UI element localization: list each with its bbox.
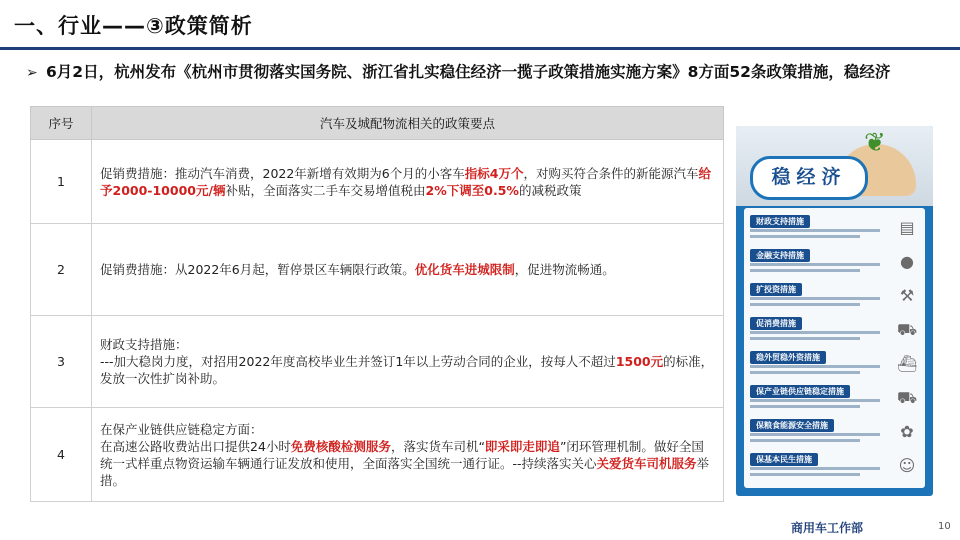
poster-measure-label: 保基本民生措施 [750,453,818,466]
row-number: 1 [31,140,92,224]
poster-text-line [750,303,860,306]
sprout-icon: ❦ [864,128,886,158]
body-text: ，促进物流畅通。 [514,262,615,277]
coin-icon: ● [900,252,914,271]
header-num: 序号 [31,107,92,140]
body-text: 的减税政策 [518,182,582,198]
row-content [92,408,724,502]
body-text: 的标准，发放一次性扩岗补助。 [100,354,714,386]
poster-measure-label: 扩投资措施 [750,283,802,296]
table-row [31,316,724,408]
page-title: 一、行业——③政策简析 [14,14,253,38]
poster-measure-item [744,280,925,314]
arrow-bullet-icon: ➢ [26,65,38,81]
poster-header-image [736,126,933,206]
poster-text-line [750,229,880,232]
poster-measure-item [744,246,925,280]
ship-icon: ⛴ [897,354,918,373]
footer-department: 商用车工作部 [791,521,864,535]
title-bar [0,0,960,48]
poster-measure-label: 金融支持措施 [750,249,810,262]
header-content: 汽车及城配物流相关的政策要点 [92,107,724,140]
body-text: 促销费措施：从2022年6月起，暂停景区车辆限行政策。 [100,262,415,277]
poster-text-line [750,467,880,470]
poster-measure-label: 促消费措施 [750,317,802,330]
highlight-text: 免费核酸检测服务 [290,438,391,454]
body-text: ”闭环管理机制。做好全国统一式样重点物资运输车辆通行证发放和使用，全面落实全国统一通行证。--持续落实关心 [100,438,704,471]
cart-icon: ⛟ [897,320,918,339]
body-text: ，落实货车司机“ [390,438,485,454]
poster-text-line [750,433,880,436]
poster-measure-label: 稳外贸稳外资措施 [750,351,826,364]
poster-measure-item [744,314,925,348]
row-content [92,316,724,408]
body-text: 举措。 [100,455,710,488]
poster-text-line [750,269,860,272]
poster-measure-label: 保粮食能源安全措施 [750,419,834,432]
poster-text-line [750,405,860,408]
highlight-text: 1500元 [615,354,664,369]
highlight-text: 即采即走即追 [484,438,560,454]
body-text: 补贴，全面落实二手车交易增值税由 [225,182,426,198]
body-text: 财政支持措施： [100,337,188,352]
grain-icon: ✿ [900,422,914,441]
poster-measure-label: 财政支持措施 [750,215,810,228]
body-text: ，对购买符合条件的新能源汽车 [523,165,699,181]
summary-text: 6月2日，杭州发布《杭州市贯彻落实国务院、浙江省扎实稳住经济一揽子政策措施实施方案》8方面52条政策措施，稳经济 [46,63,891,81]
highlight-text: 优化货车进城限制 [414,262,515,277]
table-row [31,408,724,502]
table-row [31,224,724,316]
policy-table [30,106,724,502]
poster-measure-label: 保产业链供应链稳定措施 [750,385,850,398]
highlight-text: 2%下调至0.5% [425,182,519,198]
poster-text-line [750,473,860,476]
poster-text-line [750,399,880,402]
row-content [92,140,724,224]
stabilize-economy-poster [736,126,933,496]
table-header-row [31,107,724,140]
title-divider [0,47,960,50]
highlight-text: 关爱货车司机服务 [596,455,697,471]
body-text: 在保产业链供应链稳定方面： [100,421,263,437]
people-icon: ☺ [898,456,916,475]
table-row [31,140,724,224]
row-number: 2 [31,224,92,316]
document-icon: ▤ [899,218,915,237]
page-number: 10 [938,521,951,532]
row-number: 4 [31,408,92,502]
summary-bullet [26,62,931,82]
row-content [92,224,724,316]
poster-measure-item [744,382,925,416]
crane-icon: ⚒ [899,286,915,305]
poster-text-line [750,365,880,368]
highlight-text: 指标4万个 [464,165,524,181]
poster-text-line [750,331,880,334]
poster-text-line [750,371,860,374]
poster-measure-item [744,416,925,450]
poster-measure-item [744,212,925,246]
poster-measure-item [744,450,925,484]
poster-text-line [750,235,860,238]
poster-text-line [750,439,860,442]
body-text: 促销费措施：推动汽车消费，2022年新增有效期为6个月的小客车 [100,165,465,181]
poster-text-line [750,263,880,266]
poster-measure-item [744,348,925,382]
poster-text-line [750,297,880,300]
poster-badge: 稳经济 [750,156,868,200]
truck-icon: ⛟ [897,388,918,407]
body-text: ---加大稳岗力度，对招用2022年度高校毕业生并签订1年以上劳动合同的企业，按每人不超过 [100,354,616,369]
poster-measure-list [744,208,925,488]
highlight-text: 给予2000-10000元/辆 [100,165,711,198]
body-text: 在高速公路收费站出口提供24小时 [100,438,291,454]
poster-text-line [750,337,860,340]
row-number: 3 [31,316,92,408]
